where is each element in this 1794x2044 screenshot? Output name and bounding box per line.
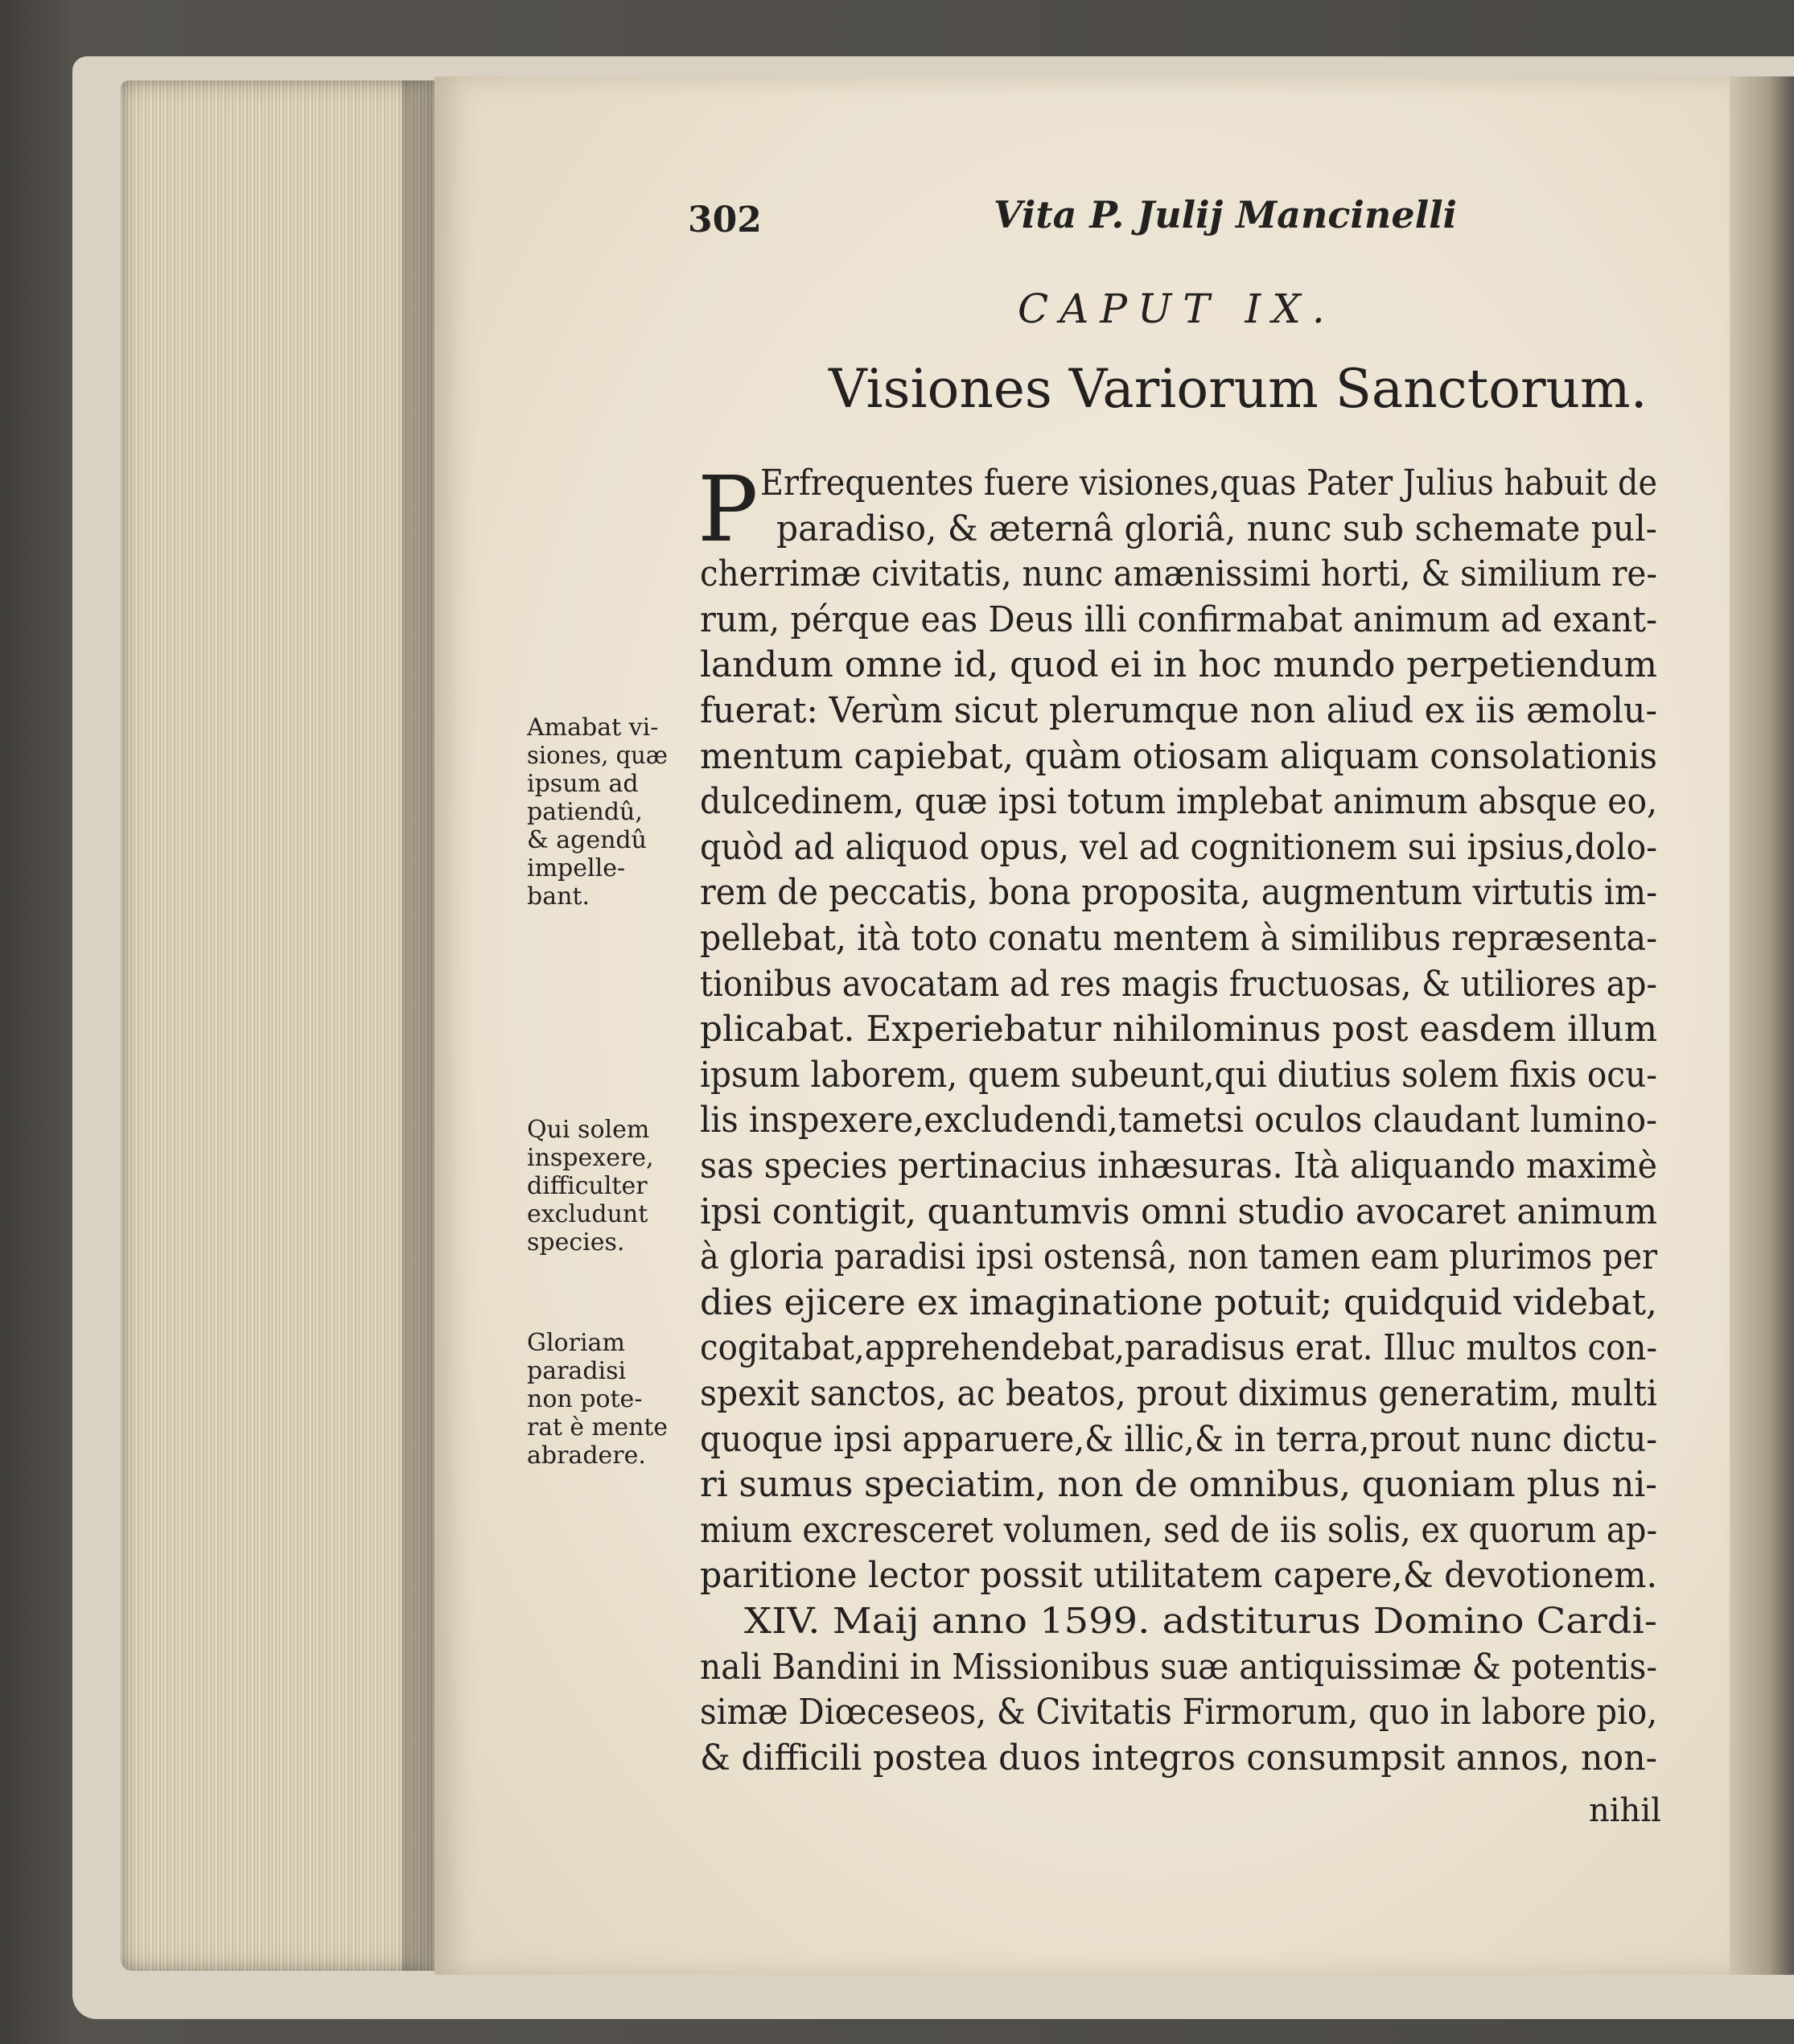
body-line: fuerat: Verùm sicut plerumque non aliud ex iis æmolu- [700,691,1657,731]
body-line: mentum capiebat, quàm otiosam aliquam consolationis [700,736,1657,777]
body-line: paradiso, & æternâ gloriâ, nunc sub schemate pul- [776,508,1657,549]
body-line: ri sumus speciatim, non de omnibus, quoniam plus ni- [700,1465,1657,1506]
margin-note-line: bant. [527,882,590,911]
margin-note-line: excludunt [527,1200,648,1228]
body-line: pellebat, ità toto conatu mentem à similibus repræsenta- [700,919,1657,959]
body-line: tionibus avocatam ad res magis fructuosas, & utiliores ap- [700,964,1657,1005]
body-line: à gloria paradisi ipsi ostensâ, non tamen eam plurimos per [700,1237,1657,1278]
body-line: & difficili postea duos integros consumpsit annos, non- [700,1738,1657,1779]
body-line: Erfrequentes fuere visiones,quas Pater Julius habuit de [760,463,1657,504]
body-line: ipsi contigit, quantumvis omni studio avocaret animum [700,1191,1657,1232]
page-edges [121,80,434,1971]
body-line: sas species pertinacius inhæsuras. Ità aliquando maximè [700,1146,1657,1187]
margin-note-line: inspexere, [527,1144,654,1172]
body-line: lis inspexere,excludendi,tametsi oculos claudant lumino- [700,1100,1657,1141]
margin-note-line: impelle- [527,854,626,882]
margin-note-line: & agendû [527,826,647,854]
body-line: spexit sanctos, ac beatos, prout diximus generatim, multi [700,1374,1657,1414]
margin-note-line: ipsum ad [527,770,639,798]
running-title: Vita P. Julij Mancinelli [994,193,1458,236]
margin-note-line: paradisi [527,1357,627,1385]
margin-note-line: Amabat vi- [527,714,659,742]
body-line: XIV. Maij anno 1599. adstiturus Domino Cardi- [744,1602,1657,1642]
margin-note-line: patiendû, [527,798,643,826]
body-line: nali Bandini in Missionibus suæ antiquissimæ & potentis- [700,1647,1657,1688]
gutter [1730,76,1794,1975]
body-line: dulcedinem, quæ ipsi totum implebat animum absque eo, [700,782,1657,823]
body-line: landum omne id, quod ei in hoc mundo perpetiendum [700,645,1657,686]
body-line: quòd ad aliquod opus, vel ad cognitionem sui ipsius,dolo- [700,827,1657,868]
chapter-title: Visiones Variorum Sanctorum. [829,358,1648,420]
body-line: cogitabat,apprehendebat,paradisus erat. Illuc multos con- [700,1328,1657,1369]
margin-note-line: Gloriam [527,1329,625,1357]
margin-note-line: difficulter [527,1172,648,1200]
margin-note-line: species. [527,1228,625,1256]
body-line: dies ejicere ex imaginatione potuit; quidquid videbat, [700,1282,1657,1323]
body-line: ipsum laborem, quem subeunt,qui diutius solem fixis ocu- [700,1055,1657,1096]
chapter-heading: CAPUT IX. [1018,286,1336,332]
margin-note-line: siones, quæ [527,742,668,770]
body-line: rem de peccatis, bona proposita, augmentum virtutis im- [700,873,1657,914]
body-line: quoque ipsi apparuere,& illic,& in terra,prout nunc dictu- [700,1419,1657,1460]
margin-note-line: Qui solem [527,1116,650,1144]
drop-cap: P [697,458,759,562]
margin-note-line: non pote- [527,1385,643,1413]
body-line: paritione lector possit utilitatem capere,& devotionem. [700,1556,1657,1597]
body-line: cherrimæ civitatis, nunc amænissimi horti, & similium re- [700,554,1657,595]
catchword: nihil [1589,1792,1661,1829]
margin-note-line: abradere. [527,1441,646,1470]
body-line: rum, pérque eas Deus illi confirmabat animum ad exant- [700,599,1657,640]
body-line: plicabat. Experiebatur nihilominus post easdem illum [700,1010,1657,1051]
margin-note-line: rat è mente [527,1413,668,1441]
body-line: simæ Diœceseos, & Civitatis Firmorum, quo in labore pio, [700,1692,1657,1733]
page-number: 302 [688,199,762,241]
body-line: mium excresceret volumen, sed de iis solis, ex quorum ap- [700,1510,1657,1551]
